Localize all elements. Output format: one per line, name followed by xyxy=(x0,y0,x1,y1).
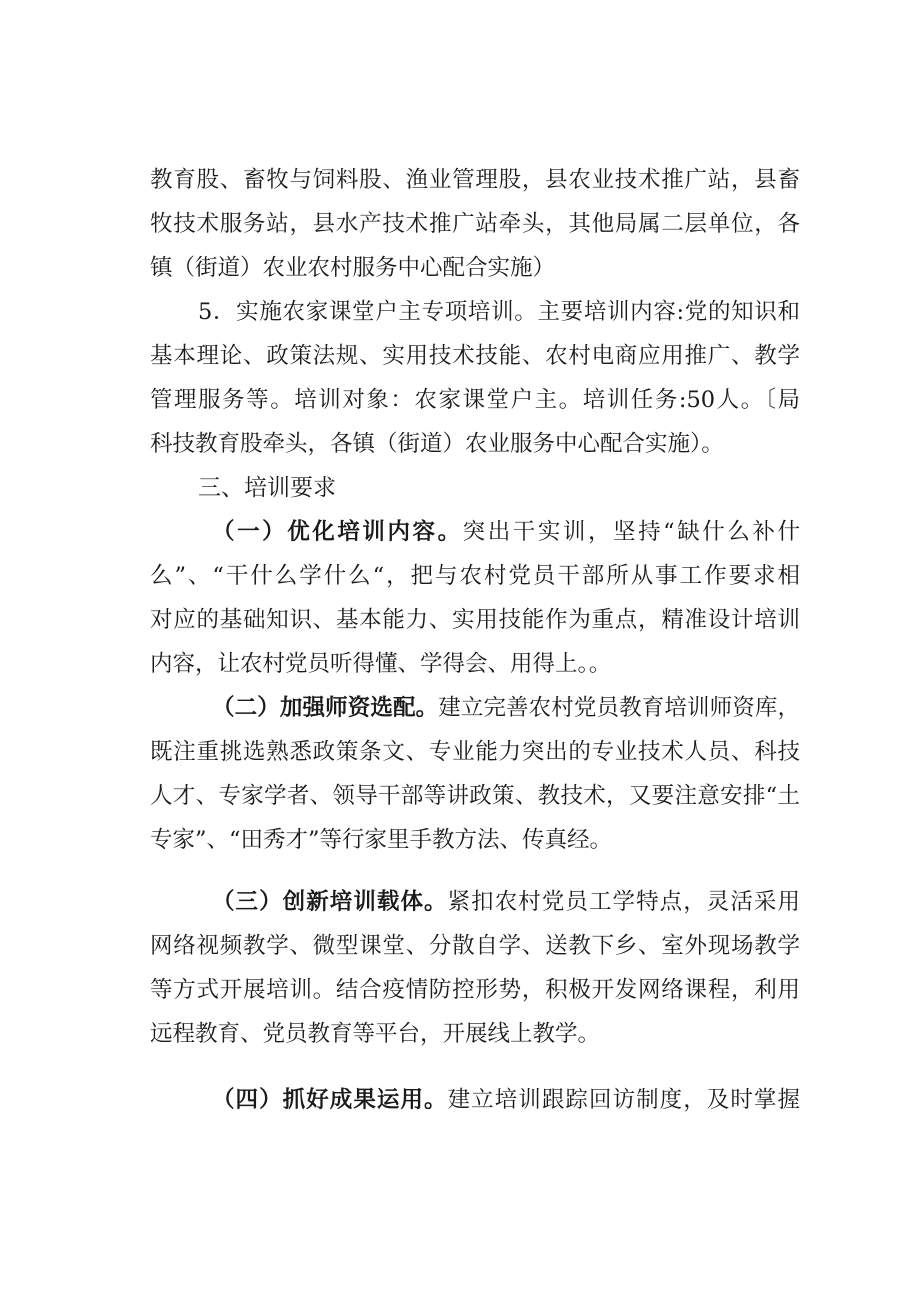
text-line: 专家”、“田秀才”等行家里手教方法、传真经。 xyxy=(150,827,613,853)
text-line: 么”、“干什么学什么“，把与农村党员干部所从事工作要求相 xyxy=(150,563,800,589)
item-1-first-line xyxy=(212,510,800,554)
text-line: 人才、专家学者、领导干部等讲政策、教技术，又要注意安排“土 xyxy=(150,783,800,809)
text-line: 科技教育股牵头，各镇（街道）农业服务中心配合实施）。 xyxy=(150,431,724,457)
section-heading: 三、培训要求 xyxy=(198,475,336,501)
item-2-title: （二）加强师资选配。 xyxy=(212,695,439,721)
item-2-text: 建立完善农村党员教育培训师资库， xyxy=(438,695,800,721)
item-3-text: 紧扣农村党员工学特点，灵活采用 xyxy=(447,889,800,915)
text-line: 既注重挑选熟悉政策条文、专业能力突出的专业技术人员、科技 xyxy=(150,739,800,765)
item-3-title: （三）创新培训载体。 xyxy=(212,889,448,915)
item-1-title: （一）优化培训内容。 xyxy=(212,519,463,545)
item-1-text: 突出干实训，坚持“缺什么补什 xyxy=(462,519,800,545)
text-line: 牧技术服务站，县水产技术推广站牵头，其他局属二层单位，各 xyxy=(150,211,800,237)
item-2-first-line xyxy=(212,686,800,730)
text-line: 远程教育、党员教育等平台，开展线上教学。 xyxy=(150,1021,601,1047)
text-line: 管理服务等。培训对象：农家课堂户主。培训任务:50人。〔局 xyxy=(150,387,800,413)
text-line: 教育股、畜牧与饲料股、渔业管理股，县农业技术推广站，县畜 xyxy=(150,167,800,193)
item-4-title: （四）抓好成果运用。 xyxy=(212,1087,448,1113)
text-line: 镇（街道）农业农村服务中心配合实施） xyxy=(150,255,556,281)
item-3-first-line xyxy=(212,880,800,924)
item-4-first-line xyxy=(212,1078,800,1122)
text-line: 基本理论、政策法规、实用技术技能、农村电商应用推广、教学 xyxy=(150,343,800,369)
text-line: 网络视频教学、微型课堂、分散自学、送教下乡、室外现场教学 xyxy=(150,933,800,959)
text-line: 5．实施农家课堂户主专项培训。主要培训内容:党的知识和 xyxy=(198,299,800,325)
text-line: 对应的基础知识、基本能力、实用技能作为重点，精准设计培训 xyxy=(150,607,800,633)
text-line: 等方式开展培训。结合疫情防控形势，积极开发网络课程，利用 xyxy=(150,977,800,1003)
text-line: 内容，让农村党员听得懂、学得会、用得上。。 xyxy=(150,651,612,677)
item-4-text: 建立培训跟踪回访制度，及时掌握 xyxy=(447,1087,800,1113)
